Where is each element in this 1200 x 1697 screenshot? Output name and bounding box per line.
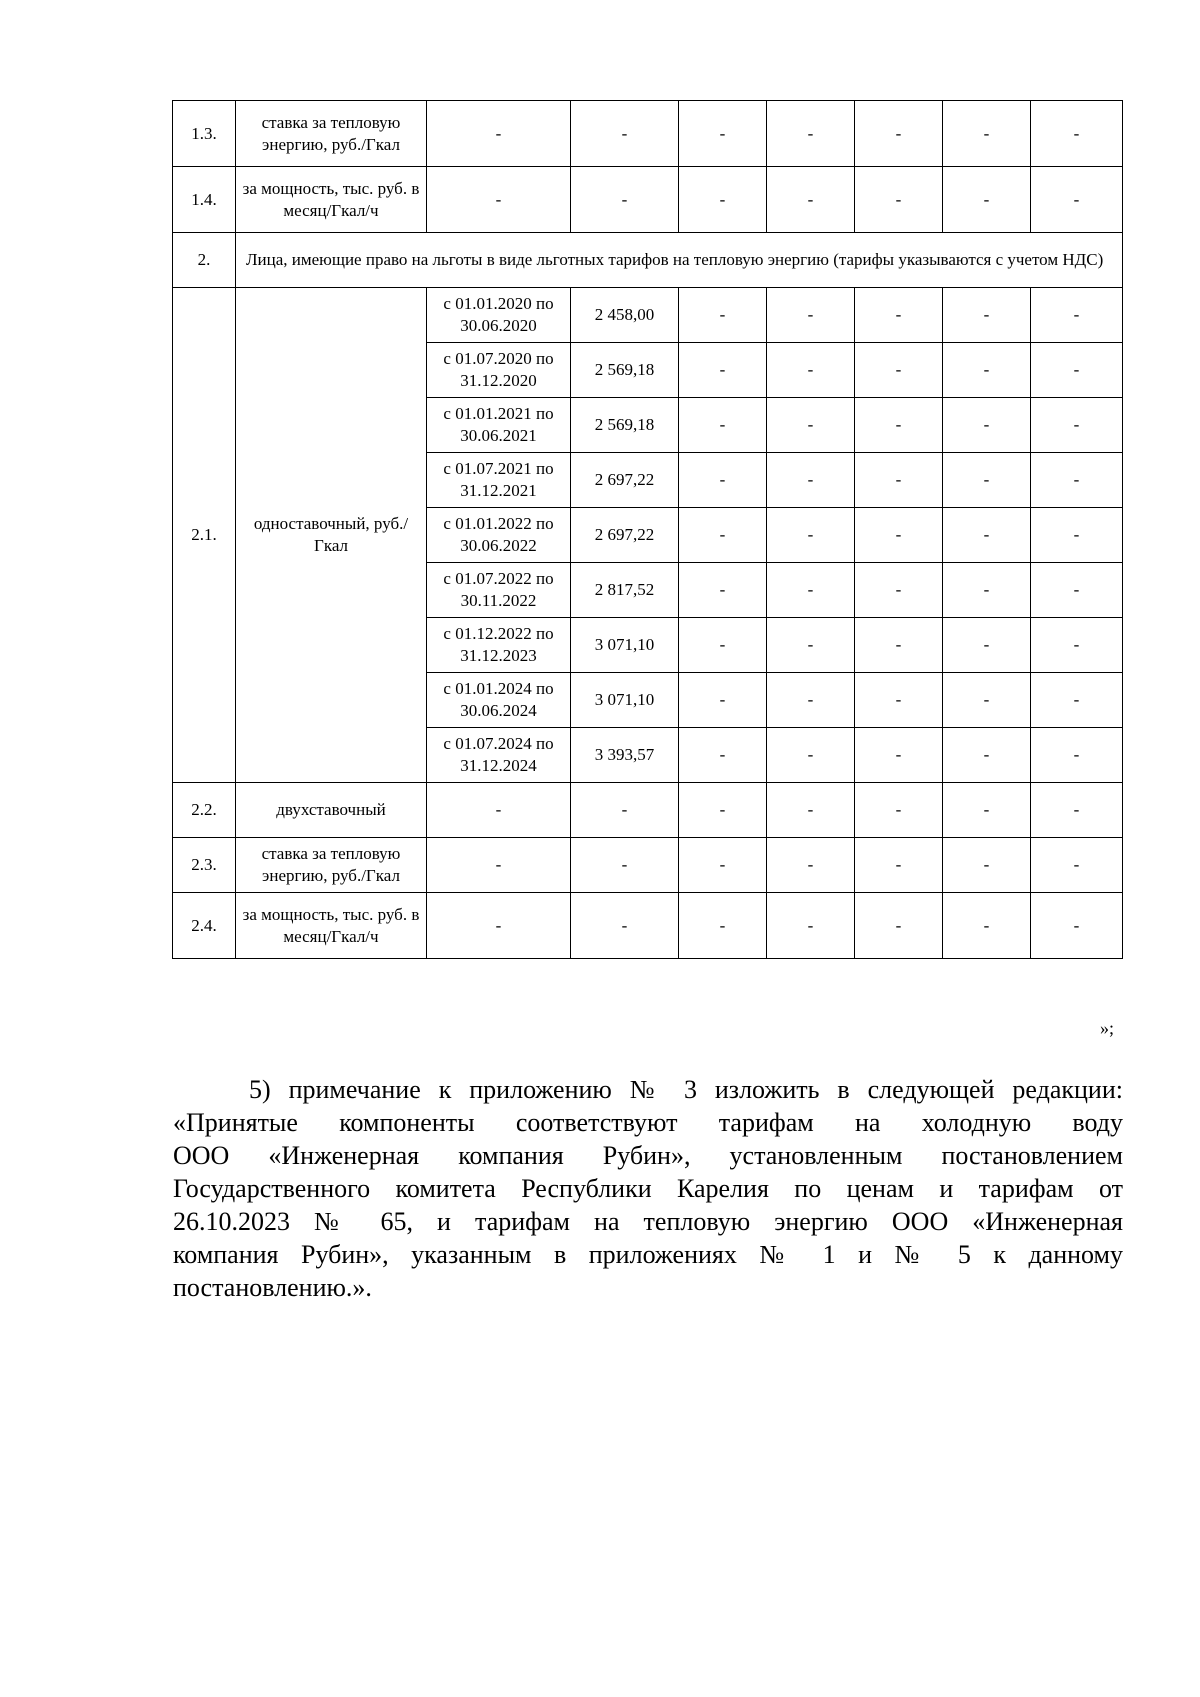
period-cell: с 01.07.2021 по 31.12.2021: [427, 453, 571, 508]
period-cell: с 01.01.2020 по 30.06.2020: [427, 288, 571, 343]
empty-cell: -: [855, 563, 943, 618]
empty-cell: -: [1031, 728, 1123, 783]
row-label: двухставочный: [236, 783, 427, 838]
period-cell: -: [427, 101, 571, 167]
table-row: [173, 783, 1123, 838]
period-cell: с 01.01.2021 по 30.06.2021: [427, 398, 571, 453]
empty-cell: -: [1031, 398, 1123, 453]
paragraph-line: 26.10.2023 № 65, и тарифам на тепловую энергию ООО «Инженерная: [173, 1207, 1123, 1236]
period-cell: с 01.12.2022 по 31.12.2023: [427, 618, 571, 673]
empty-cell: -: [679, 783, 767, 838]
empty-cell: -: [855, 728, 943, 783]
row-number: 2.4.: [173, 893, 236, 959]
value-cell: -: [571, 101, 679, 167]
empty-cell: -: [679, 101, 767, 167]
value-cell: 2 697,22: [571, 453, 679, 508]
empty-cell: -: [679, 343, 767, 398]
empty-cell: -: [767, 343, 855, 398]
empty-cell: -: [767, 838, 855, 893]
row-label: за мощность, тыс. руб. в месяц/Гкал/ч: [236, 893, 427, 959]
empty-cell: -: [943, 288, 1031, 343]
empty-cell: -: [855, 618, 943, 673]
row-label: за мощность, тыс. руб. в месяц/Гкал/ч: [236, 167, 427, 233]
empty-cell: -: [767, 101, 855, 167]
empty-cell: -: [943, 101, 1031, 167]
table-row: [173, 893, 1123, 959]
value-cell: 2 569,18: [571, 398, 679, 453]
paragraph-line: компания Рубин», указанным в приложениях № 1 и № 5 к данному: [173, 1240, 1123, 1269]
empty-cell: -: [1031, 101, 1123, 167]
value-cell: 3 071,10: [571, 618, 679, 673]
value-cell: 2 697,22: [571, 508, 679, 563]
amendment-paragraph: [173, 1073, 1123, 1304]
empty-cell: -: [1031, 673, 1123, 728]
empty-cell: -: [767, 783, 855, 838]
period-cell: -: [427, 893, 571, 959]
empty-cell: -: [1031, 563, 1123, 618]
empty-cell: -: [855, 783, 943, 838]
row-label: одноставочный, руб./Гкал: [236, 288, 427, 783]
paragraph-line: Государственного комитета Республики Карелия по ценам и тарифам от: [173, 1174, 1123, 1203]
empty-cell: -: [767, 288, 855, 343]
empty-cell: -: [943, 618, 1031, 673]
empty-cell: -: [1031, 618, 1123, 673]
empty-cell: -: [943, 453, 1031, 508]
empty-cell: -: [679, 838, 767, 893]
empty-cell: -: [679, 618, 767, 673]
empty-cell: -: [943, 343, 1031, 398]
row-number: 2.: [173, 233, 236, 288]
value-cell: 2 817,52: [571, 563, 679, 618]
empty-cell: -: [679, 728, 767, 783]
table-row: [173, 838, 1123, 893]
empty-cell: -: [855, 508, 943, 563]
empty-cell: -: [855, 101, 943, 167]
empty-cell: -: [855, 893, 943, 959]
period-cell: с 01.01.2024 по 30.06.2024: [427, 673, 571, 728]
empty-cell: -: [767, 167, 855, 233]
period-cell: с 01.01.2022 по 30.06.2022: [427, 508, 571, 563]
value-cell: -: [571, 838, 679, 893]
empty-cell: -: [1031, 343, 1123, 398]
empty-cell: -: [679, 167, 767, 233]
paragraph-line: 5) примечание к приложению № 3 изложить в следующей редакции:: [249, 1075, 1123, 1104]
empty-cell: -: [943, 783, 1031, 838]
empty-cell: -: [679, 673, 767, 728]
empty-cell: -: [1031, 167, 1123, 233]
empty-cell: -: [767, 618, 855, 673]
row-number: 2.2.: [173, 783, 236, 838]
empty-cell: -: [1031, 893, 1123, 959]
empty-cell: -: [1031, 783, 1123, 838]
value-cell: 3 071,10: [571, 673, 679, 728]
empty-cell: -: [679, 453, 767, 508]
empty-cell: -: [855, 288, 943, 343]
period-cell: -: [427, 783, 571, 838]
empty-cell: -: [855, 343, 943, 398]
table-row: [173, 101, 1123, 167]
empty-cell: -: [943, 508, 1031, 563]
empty-cell: -: [767, 728, 855, 783]
period-cell: -: [427, 838, 571, 893]
empty-cell: -: [679, 508, 767, 563]
tariff-table: [172, 100, 1123, 959]
value-cell: -: [571, 167, 679, 233]
period-cell: с 01.07.2022 по 30.11.2022: [427, 563, 571, 618]
empty-cell: -: [855, 398, 943, 453]
value-cell: 2 569,18: [571, 343, 679, 398]
empty-cell: -: [679, 398, 767, 453]
paragraph-line: постановлению.».: [173, 1273, 372, 1302]
period-cell: с 01.07.2020 по 31.12.2020: [427, 343, 571, 398]
row-number: 1.4.: [173, 167, 236, 233]
row-number: 2.1.: [173, 288, 236, 783]
empty-cell: -: [767, 893, 855, 959]
period-cell: -: [427, 167, 571, 233]
empty-cell: -: [855, 167, 943, 233]
empty-cell: -: [767, 508, 855, 563]
closing-quote-mark: »;: [1100, 1018, 1115, 1038]
empty-cell: -: [943, 398, 1031, 453]
empty-cell: -: [943, 563, 1031, 618]
empty-cell: -: [1031, 453, 1123, 508]
empty-cell: -: [855, 453, 943, 508]
table-row: [173, 167, 1123, 233]
empty-cell: -: [767, 398, 855, 453]
row-label: ставка за тепловую энергию, руб./Гкал: [236, 101, 427, 167]
value-cell: 2 458,00: [571, 288, 679, 343]
table-row: [173, 288, 1123, 343]
empty-cell: -: [679, 563, 767, 618]
empty-cell: -: [855, 838, 943, 893]
value-cell: 3 393,57: [571, 728, 679, 783]
empty-cell: -: [943, 893, 1031, 959]
empty-cell: -: [1031, 838, 1123, 893]
value-cell: -: [571, 893, 679, 959]
row-label: ставка за тепловую энергию, руб./Гкал: [236, 838, 427, 893]
row-number: 1.3.: [173, 101, 236, 167]
empty-cell: -: [855, 673, 943, 728]
empty-cell: -: [943, 673, 1031, 728]
empty-cell: -: [767, 453, 855, 508]
empty-cell: -: [767, 563, 855, 618]
value-cell: -: [571, 783, 679, 838]
empty-cell: -: [679, 893, 767, 959]
empty-cell: -: [943, 728, 1031, 783]
empty-cell: -: [943, 838, 1031, 893]
empty-cell: -: [1031, 508, 1123, 563]
row-number: 2.3.: [173, 838, 236, 893]
empty-cell: -: [679, 288, 767, 343]
paragraph-line: ООО «Инженерная компания Рубин», установленным постановлением: [173, 1141, 1123, 1170]
table-row: [173, 233, 1123, 288]
empty-cell: -: [943, 167, 1031, 233]
period-cell: с 01.07.2024 по 31.12.2024: [427, 728, 571, 783]
empty-cell: -: [1031, 288, 1123, 343]
empty-cell: -: [767, 673, 855, 728]
section-heading: Лица, имеющие право на льготы в виде льготных тарифов на тепловую энергию (тарифы указываются с учетом НДС): [236, 233, 1123, 288]
paragraph-line: «Принятые компоненты соответствуют тарифам на холодную воду: [173, 1108, 1123, 1137]
